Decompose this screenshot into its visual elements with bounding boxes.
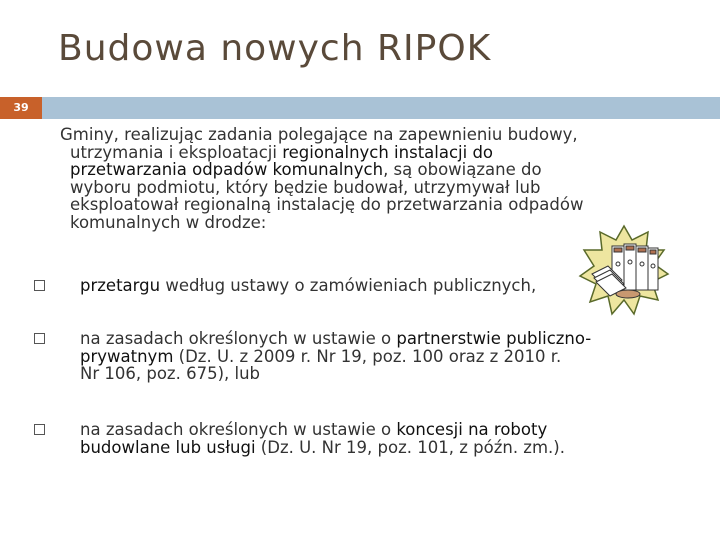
item-text: na zasadach określonych w ustawie o [80, 329, 397, 348]
title-bar [42, 97, 720, 119]
intro-line-1: Gminy, realizując zadania polegające na zapewnieniu budowy, [60, 125, 578, 144]
bullet-box-icon [34, 280, 45, 291]
item-bold: koncesji na roboty [396, 420, 548, 439]
item-bold: partnerstwie publiczno- [396, 329, 592, 348]
intro-paragraph [60, 126, 700, 231]
item-line: Nr 106, poz. 675), lub [80, 364, 261, 383]
item-text: (Dz. U. Nr 19, poz. 101, z późn. zm.). [255, 437, 565, 457]
intro-line-5: eksploatował regionalną instalację do przetwarzania odpadów [70, 195, 584, 214]
intro-line-4: wyboru podmiotu, który będzie budował, utrzymywał lub [70, 177, 541, 197]
item-line [80, 439, 698, 457]
slide-title: Budowa nowych RIPOK [58, 28, 492, 69]
intro-line-6: komunalnych w drodze: [70, 212, 267, 232]
item-text: według ustawy o zamówieniach publicznych, [160, 276, 537, 295]
list-item [58, 421, 698, 456]
list-item-text [58, 421, 698, 456]
item-line [80, 330, 698, 348]
intro-text: , są obowiązane do [383, 160, 542, 179]
bullet-box-icon [34, 424, 45, 435]
item-bold: budowlane lub usługi [80, 437, 256, 457]
list-item [58, 330, 698, 383]
item-bold: przetargu [80, 276, 161, 295]
item-line [80, 421, 698, 439]
binders-documents-icon [578, 224, 670, 316]
intro-bold: regionalnych instalacji do [282, 142, 494, 162]
intro-text: utrzymania i eksploatacji [70, 142, 283, 162]
slide-number: 39 [0, 97, 42, 119]
list-item-text [58, 330, 698, 383]
item-line [80, 348, 698, 366]
intro-bold: przetwarzania odpadów komunalnych [70, 160, 384, 179]
bullet-box-icon [34, 333, 45, 344]
item-text: (Dz. U. z 2009 r. Nr 19, poz. 100 oraz z 2010 r. [173, 346, 562, 366]
item-text: na zasadach określonych w ustawie o [80, 420, 397, 439]
intro-line-3 [60, 161, 700, 179]
intro-line-2 [60, 144, 700, 162]
item-bold: prywatnym [80, 346, 174, 366]
